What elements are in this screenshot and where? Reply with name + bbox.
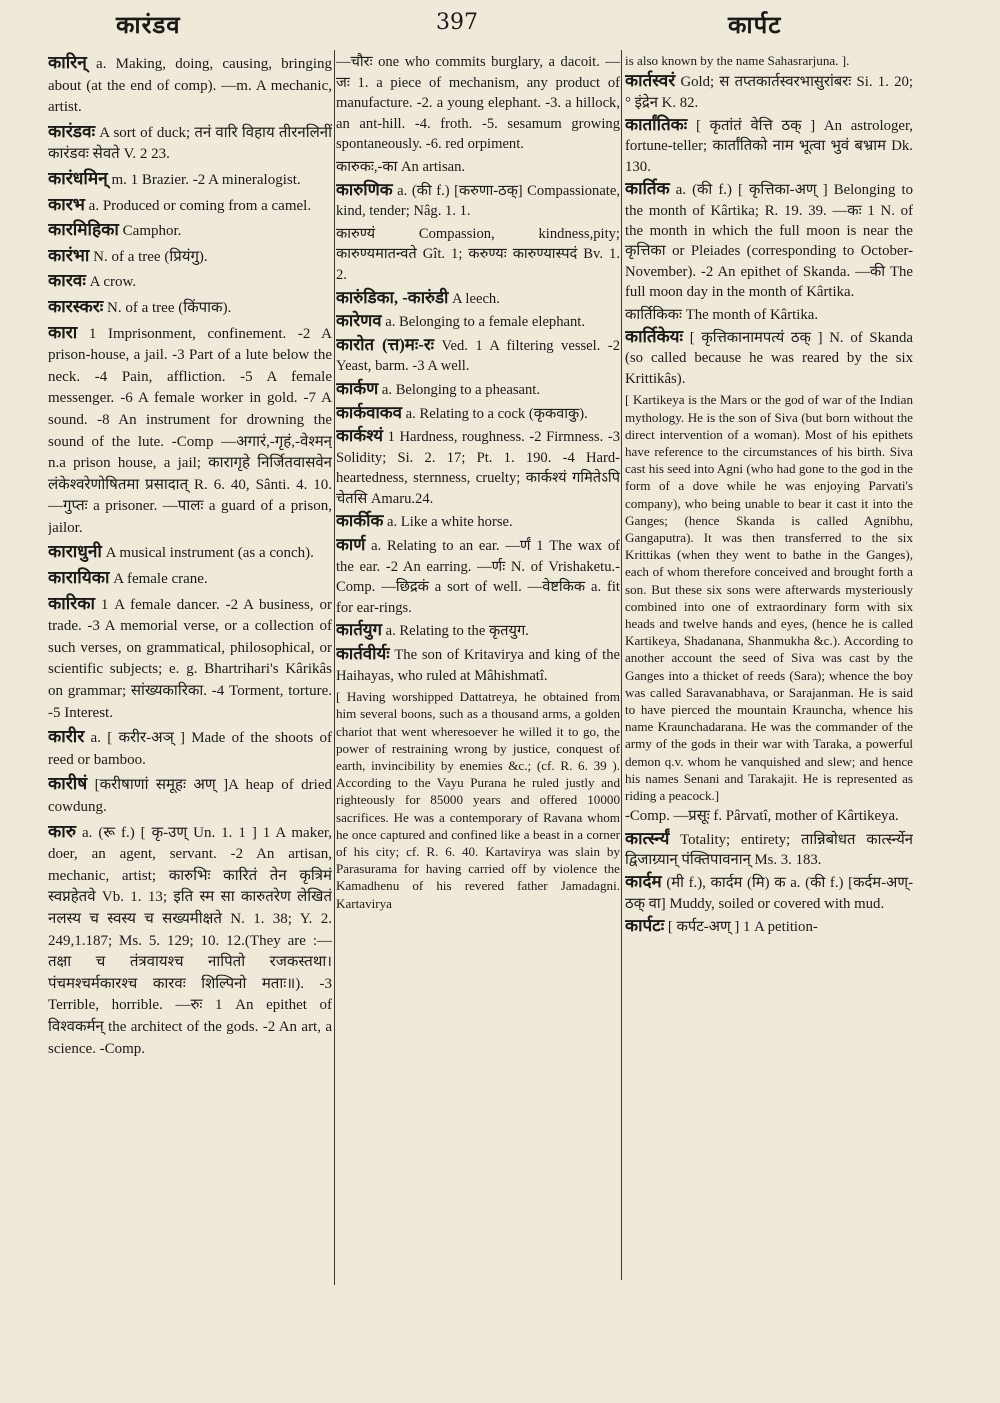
headword: कारीषं xyxy=(48,774,88,794)
definition-text: a. Relating to the कृतयुग. xyxy=(381,623,529,640)
headword: कारस्करः xyxy=(48,296,104,316)
headword: कारिका xyxy=(48,593,95,613)
definition-text: a. Relating to a cock (कृकवाकु). xyxy=(402,405,588,422)
definition-text: 1 A female dancer. -2 A business, or trade. -3 A memorial verse, or a collection of such verses, on grammatical, philosophical, or scientific subjects; e. g. Bhartrihari's Kârikâs on grammar; सांख्यकारिका. -4 Torment, torture. -5 Interest. xyxy=(48,596,332,721)
definition-text: A female crane. xyxy=(109,571,208,588)
dictionary-entry xyxy=(625,916,913,937)
dictionary-entry xyxy=(48,773,332,818)
definition-text: कारुकः,-का An artisan. xyxy=(336,158,466,175)
definition-text: Totality; entirety; तान्निबोधत कार्त्स्न्येन द्विजाग्र्यान् पंक्तिपावनान् Ms. 3. 183. xyxy=(625,831,913,868)
definition-text: [ Having worshipped Dattatreya, he obtained from him several boons, such as a thousand arms, a golden chariot that went wheresoever he willed it to go, the power of restraining wrong by justice, conquest of earth, invincibility by enemies &c.; (cf. R. 6. 39 ). According to the Vayu Purana he ruled justly and righteously for 85000 years and offered 10000 sacrifices. He was a contemporary of Ravana whom he once captured and confined like a beast in a corner of his city; cf. R. 6. 40. Kartavirya was slain by Parasurama for having carried off by violence the Kamadhenu of his revered father Jamadagni. Kartavirya xyxy=(336,689,620,911)
column-1 xyxy=(48,52,332,1344)
dictionary-entry xyxy=(48,593,332,725)
definition-text: कारुण्यं Compassion, kindness,pity; कारुण्यमातन्वते Gît. 1; करुण्यः कारुण्यास्पदं Bv. 1. 2. xyxy=(336,225,620,283)
dictionary-entry xyxy=(48,121,332,166)
dictionary-entry xyxy=(48,541,332,565)
column-divider xyxy=(621,50,622,1280)
headword: कारभ xyxy=(48,194,85,214)
bracketed-note xyxy=(625,52,913,69)
dictionary-entry xyxy=(336,224,620,286)
dictionary-entry xyxy=(48,52,332,119)
definition-text: A leech. xyxy=(448,290,500,307)
definition-text: कार्तिकिकः The month of Kârtika. xyxy=(625,306,819,323)
dictionary-entry xyxy=(336,311,620,333)
definition-text: a. [ करीर-अञ् ] Made of the shoots of reed or bamboo. xyxy=(48,730,332,768)
definition-text: [करीषाणां समूहः अण् ]A heap of dried cowdung. xyxy=(48,777,332,815)
headword: कार्ण xyxy=(336,535,366,555)
headword: कार्कवाकव xyxy=(336,402,403,422)
definition-text: a. Relating to an ear. —र्णं 1 The wax of the ear. -2 An earring. —र्णः N. of Vrishaketu.-Comp. —छिद्रकं a sort of well. —वेष्टकिक a. fit for ear-rings. xyxy=(336,538,620,616)
dictionary-entry xyxy=(336,535,620,618)
dictionary-entry xyxy=(48,270,332,294)
headword: कार्पटः xyxy=(625,916,665,936)
definition-text: —चौरः one who commits burglary, a dacoit. —जः 1. a piece of mechanism, any product of manufacture. -2. a young elephant. -3. a hillock, an ant-hill. -4. froth. -5. sesamum growing spontaneously. -6. red orpiment. xyxy=(336,54,620,153)
dictionary-entry xyxy=(625,71,913,113)
definition-text: [ Kartikeya is the Mars or the god of war of the Indian mythology. He is the son of Siva (but born without the direct intervention of a woman). Most of his epithets have reference to the circumstances of his birth. Siva cast his seed into Agni (who had gone to the god in the form of a dove while he was enjoying Parvati's company), who being unable to bear it cast it into the Ganges; (hence Skanda is called Agnibhu, Gangaputra). It was then transferred to the six Krittikas (when they went to bathe in the Ganges), each of whom therefore conceived and brought forth a son. But these six sons were afterwards mysteriously combined into one of extraordinary form with six heads and twelve hands and eyes, (hence he is called Kartikeya, Shadanana, Shanmukha &c.). According to another account the seed of Siva was cast by the Ganges into a thicket of reeds (Sara); whence the boy was called Saravanabhava, or Sarajanman. He is said to have pierced the mountain Krauncha, whence his name Kraunchadarana. He was the commander of the army of the gods in their war with Taraka, a powerful demon q.v. whom he vanquished and slew; and hence his names Senani and Tarakajit. He is represented as riding a peacock.] xyxy=(625,392,913,803)
dictionary-entry xyxy=(336,180,620,222)
dictionary-entry xyxy=(48,726,332,771)
headword: कार्त्स्न्यं xyxy=(625,828,670,848)
headword: काराधुनी xyxy=(48,542,102,562)
dictionary-entry xyxy=(336,288,620,310)
column-3 xyxy=(625,52,913,1292)
dictionary-entry xyxy=(625,305,913,325)
definition-text: 1 Hardness, roughness. -2 Firmness. -3 Solidity; Si. 2. 17; Pt. 1. 190. -4 Hard-heartedness, sternness, cruelty; कार्कश्यं गमितेऽपि चेतसि Amaru.24. xyxy=(336,429,620,507)
definition-text: a. (की f.) [करुणा-ठक्] Compassionate, kind, tender; Nâg. 1. 1. xyxy=(336,182,620,220)
definition-text: a. Like a white horse. xyxy=(383,514,513,531)
dictionary-entry xyxy=(48,245,332,269)
definition-text: 1 Imprisonment, confinement. -2 A prison-house, a jail. -3 Part of a lute below the neck. -4 Pain, affliction. -5 A female messenger. -6 A female worker in gold. -7 A sound. -8 An instrument for drowning the sound of the lute. -Comp —अगारं,-गृहं,-वेश्मन् n.a prison house, a jail; कारागृहे निर्जितवासवेन लंकेश्वरेणोषितमा प्रसादात् R. 6. 40, Sânti. 4. 10. —गुप्तः a prisoner. —पालः a guard of a prison, jailor. xyxy=(48,325,332,536)
definition-text: a. Produced or coming from a camel. xyxy=(84,197,312,214)
dictionary-entry xyxy=(48,322,332,540)
headword: कारिन् xyxy=(48,53,87,72)
bracketed-note xyxy=(336,688,620,912)
column-divider xyxy=(334,50,335,1285)
dictionary-entry xyxy=(48,168,332,192)
headword: कार्तिक xyxy=(625,179,670,199)
headword: कार्तवीर्यः xyxy=(336,644,390,664)
headword: कारुणिक xyxy=(336,179,393,199)
dictionary-entry xyxy=(625,179,913,302)
definition-text: a. (रू f.) [ कृ-उण् Un. 1. 1 ] 1 A maker, doer, an agent, servant. -2 An artisan, mechanic, artist; कारुभिः कारितं तेन कृत्रिमं स्वप्नहेतवे Vb. 1. 13; इति स्म सा कारुतरेण लेखितं नलस्य च स्वस्य च सख्यमीक्षते N. 1. 38; Y. 2. 249,1.187; Ms. 5. 129; 10. 12.(They are :— तक्षा च तंत्रवायश्च नापितो रजकस्तथा। पंचमश्चर्मकारश्च कारवः शिल्पिनो मताः॥). -3 Terrible, horrible. —रुः 1 An epithet of विश्वकर्मन् the architect of the gods. -2 An art, a science. -Comp. xyxy=(48,824,332,1057)
definition-text: A sort of duck; तनं वारि विहाय तीरनलिनीं कारंडवः सेवते V. 2 23. xyxy=(48,124,332,163)
page-header xyxy=(44,4,944,46)
headword: कारा xyxy=(48,322,78,342)
dictionary-entry xyxy=(625,829,913,871)
dictionary-entry xyxy=(625,327,913,389)
headword: कारमिहिका xyxy=(48,220,119,240)
definition-text: Ved. 1 A filtering vessel. -2 Yeast, barm. -3 A well. xyxy=(336,337,620,375)
headword: कारंभा xyxy=(48,245,90,265)
page-number: 397 xyxy=(436,10,478,35)
dictionary-entry xyxy=(336,426,620,509)
dictionary-entry xyxy=(336,403,620,425)
headword: कार्तयुग xyxy=(336,620,382,640)
headword: कार्तिकेयः xyxy=(625,327,683,347)
dictionary-entry xyxy=(336,620,620,642)
definition-text: [ कृतांतं वेत्ति ठक् ] An astrologer, fortune-teller; कार्तांतिको नाम भूत्वा भुवं बभ्राम Dk. 130. xyxy=(625,118,913,175)
definition-text: The son of Kritavirya and king of the Haihayas, who ruled at Mâhishmatî. xyxy=(336,647,620,684)
dictionary-entry xyxy=(48,567,332,591)
headword: कारुंडिका, -कारुंडी xyxy=(336,287,449,307)
headword: कार्कण xyxy=(336,378,379,398)
headword: कारंधमिन् xyxy=(48,168,108,188)
definition-text: m. 1 Brazier. -2 A mineralogist. xyxy=(107,171,301,188)
dictionary-entry xyxy=(48,219,332,243)
headword: कारु xyxy=(48,821,77,841)
definition-text: [ कर्पट-अण् ] 1 A petition- xyxy=(664,919,818,936)
definition-text: A crow. xyxy=(85,274,137,291)
dictionary-entry xyxy=(48,194,332,218)
headword: कारीर xyxy=(48,727,85,747)
headword: कार्दम xyxy=(625,872,662,892)
dictionary-entry xyxy=(48,296,332,320)
headword: कार्कीक xyxy=(336,511,384,531)
dictionary-entry xyxy=(625,806,913,826)
headword: कार्तस्वरं xyxy=(625,71,676,91)
headword: कारेणव xyxy=(336,311,382,331)
dictionary-entry xyxy=(336,379,620,401)
dictionary-entry xyxy=(336,644,620,686)
definition-text: Gold; स तप्तकार्तस्वरभासुरांबरः Si. 1. 20; ° इंद्रेन K. 82. xyxy=(625,74,913,111)
dictionary-entry xyxy=(625,872,913,914)
headword: कारंडवः xyxy=(48,121,96,141)
definition-text: N. of a tree (प्रियंगु). xyxy=(89,248,208,265)
headword: कार्कश्यं xyxy=(336,426,383,446)
bracketed-note xyxy=(625,391,913,804)
definition-text: -Comp. —प्रसूः f. Pârvatî, mother of Kârtikeya. xyxy=(625,808,899,825)
definition-text: [ कृत्तिकानामपत्यं ठक् ] N. of Skanda (so called because he was reared by the six Krittikâs). xyxy=(625,330,913,387)
definition-text: a. Belonging to a pheasant. xyxy=(378,381,540,398)
dictionary-entry xyxy=(48,821,332,1061)
definition-text: a. Making, doing, causing, bringing about (at the end of comp). —m. A mechanic, artist. xyxy=(48,56,332,116)
column-2 xyxy=(336,52,620,1282)
definition-text: N. of a tree (किंपाक). xyxy=(103,299,232,316)
dictionary-entry xyxy=(625,115,913,177)
dictionary-entry xyxy=(336,511,620,533)
headword: कार्तांतिकः xyxy=(625,115,688,135)
definition-text: Camphor. xyxy=(118,223,182,240)
definition-text: a. (की f.) [ कृत्तिका-अण् ] Belonging to the month of Kârtika; R. 19. 39. —कः 1 N. of the month in which the full moon is near the कृत्तिका or Pleiades (corresponding to October-November). -2 An epithet of Skanda. —की The full moon day in the month of Kârtika. xyxy=(625,182,913,301)
headword: कारोत (त्त)मः-रः xyxy=(336,334,435,354)
headword: कारायिका xyxy=(48,568,110,588)
definition-text: is also known by the name Sahasrarjuna. ]. xyxy=(625,53,850,68)
dictionary-entry xyxy=(336,52,620,155)
left-running-head: कारंडव xyxy=(116,10,181,39)
right-running-head: कार्पट xyxy=(728,10,782,39)
headword: कारवः xyxy=(48,271,86,291)
definition-text: a. Belonging to a female elephant. xyxy=(381,314,585,331)
definition-text: (मी f.), कार्दम (मि) क a. (की f.) [कर्दम-अण्-ठक् वा] Muddy, soiled or covered with mud. xyxy=(625,875,913,912)
dictionary-entry xyxy=(336,157,620,178)
dictionary-entry xyxy=(336,335,620,377)
definition-text: A musical instrument (as a conch). xyxy=(101,545,314,562)
